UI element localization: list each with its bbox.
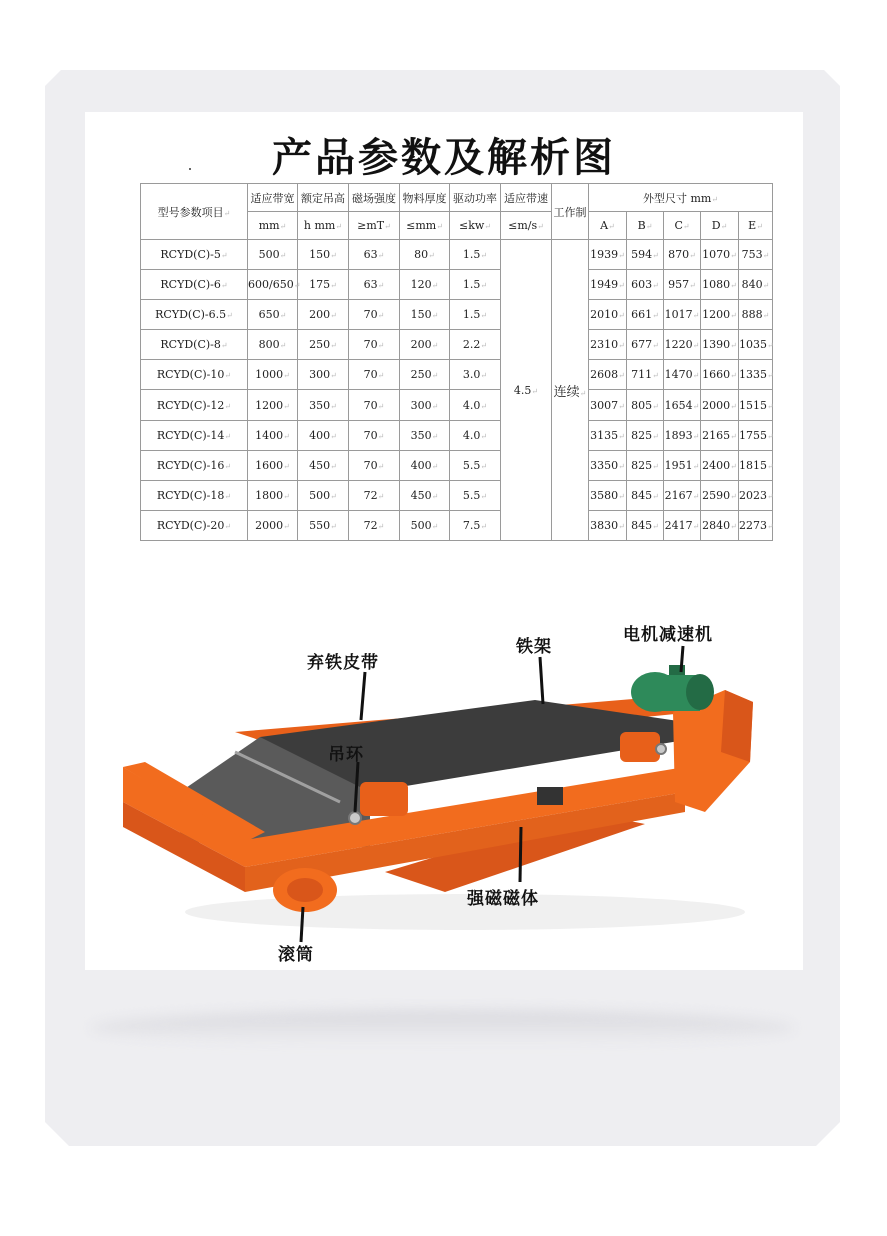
table-cell: 845↵	[627, 510, 664, 540]
callout-motor: 电机减速机	[623, 625, 713, 645]
table-cell: 957↵	[664, 270, 701, 300]
table-cell: 1815↵	[739, 450, 773, 480]
table-cell: 70↵	[349, 300, 400, 330]
table-cell: 594↵	[627, 240, 664, 270]
header-material-thickness: 物料厚度	[400, 184, 450, 212]
table-cell: 72↵	[349, 510, 400, 540]
dim-a-header: A↵	[589, 212, 627, 240]
table-cell: RCYD(C)-12↵	[141, 390, 248, 420]
table-cell: 1335↵	[739, 360, 773, 390]
table-cell: 63↵	[349, 240, 400, 270]
table-cell: 200↵	[400, 330, 450, 360]
table-cell: 5.5↵	[450, 450, 501, 480]
table-cell: 711↵	[627, 360, 664, 390]
table-cell: 70↵	[349, 360, 400, 390]
header-drive-power: 驱动功率	[450, 184, 501, 212]
table-cell: 825↵	[627, 450, 664, 480]
table-cell: 120↵	[400, 270, 450, 300]
table-cell: 1800↵	[248, 480, 298, 510]
table-cell: 150↵	[298, 240, 349, 270]
table-cell: 350↵	[298, 390, 349, 420]
unit-lift-height: h mm↵	[298, 212, 349, 240]
table-cell: 2608↵	[589, 360, 627, 390]
table-cell: RCYD(C)-20↵	[141, 510, 248, 540]
table-cell: RCYD(C)-5↵	[141, 240, 248, 270]
table-cell: 300↵	[400, 390, 450, 420]
table-cell: 3007↵	[589, 390, 627, 420]
dim-d-header: D↵	[701, 212, 739, 240]
header-field-strength: 磁场强度	[349, 184, 400, 212]
header-lift-height: 额定吊高	[298, 184, 349, 212]
callout-drum: 滚筒	[278, 945, 314, 965]
table-cell: 3830↵	[589, 510, 627, 540]
table-cell: 650↵	[248, 300, 298, 330]
table-cell: 1200↵	[248, 390, 298, 420]
table-cell: RCYD(C)-6↵	[141, 270, 248, 300]
table-cell: 1035↵	[739, 330, 773, 360]
table-cell: 4.0↵	[450, 420, 501, 450]
table-cell: 1.5↵	[450, 240, 501, 270]
table-cell: 550↵	[298, 510, 349, 540]
dim-e-header: E↵	[739, 212, 773, 240]
table-cell: 825↵	[627, 420, 664, 450]
table-cell: 661↵	[627, 300, 664, 330]
callout-belt: 弃铁皮带	[307, 653, 379, 673]
table-cell: 5.5↵	[450, 480, 501, 510]
name-plate	[537, 787, 563, 805]
table-cell: 1390↵	[701, 330, 739, 360]
table-cell: 70↵	[349, 420, 400, 450]
table-cell: 753↵	[739, 240, 773, 270]
table-cell: 500↵	[298, 480, 349, 510]
card-shadow	[90, 1010, 795, 1046]
table-cell: 72↵	[349, 480, 400, 510]
table-cell: 80↵	[400, 240, 450, 270]
table-cell: 2167↵	[664, 480, 701, 510]
unit-belt-width: mm↵	[248, 212, 298, 240]
callout-frame: 铁架	[516, 637, 552, 657]
table-cell: 500↵	[248, 240, 298, 270]
table-cell: 2417↵	[664, 510, 701, 540]
table-cell: 300↵	[298, 360, 349, 390]
table-cell: RCYD(C)-16↵	[141, 450, 248, 480]
header-belt-speed: 适应带速	[501, 184, 552, 212]
dim-c-header: C↵	[664, 212, 701, 240]
table-cell: RCYD(C)-8↵	[141, 330, 248, 360]
callout-ring: 吊环	[328, 745, 364, 765]
table-cell: 450↵	[400, 480, 450, 510]
table-cell: 500↵	[400, 510, 450, 540]
table-cell: 805↵	[627, 390, 664, 420]
table-cell: 1.5↵	[450, 270, 501, 300]
table-cell: 63↵	[349, 270, 400, 300]
unit-belt-speed: ≤m/s↵	[501, 212, 552, 240]
table-cell: RCYD(C)-10↵	[141, 360, 248, 390]
table-cell: 1470↵	[664, 360, 701, 390]
table-cell: 1080↵	[701, 270, 739, 300]
table-cell: 1893↵	[664, 420, 701, 450]
page-title: 产品参数及解析图	[272, 135, 616, 181]
header-model: 型号参数项目↵	[141, 184, 248, 240]
unit-field-strength: ≥mT↵	[349, 212, 400, 240]
header-belt-width: 适应带宽	[248, 184, 298, 212]
table-cell: 175↵	[298, 270, 349, 300]
shared-mode-cell: 连续↵	[552, 240, 589, 541]
table-cell: 2400↵	[701, 450, 739, 480]
table-cell: 70↵	[349, 450, 400, 480]
table-cell: 1755↵	[739, 420, 773, 450]
table-cell: 7.5↵	[450, 510, 501, 540]
callout-magnet: 强磁磁体	[467, 889, 539, 909]
table-cell: 70↵	[349, 390, 400, 420]
table-cell: 3580↵	[589, 480, 627, 510]
table-cell: RCYD(C)-14↵	[141, 420, 248, 450]
table-cell: 603↵	[627, 270, 664, 300]
table-cell: 845↵	[627, 480, 664, 510]
shared-speed-cell: 4.5↵	[501, 240, 552, 541]
table-cell: 400↵	[298, 420, 349, 450]
table-cell: 1600↵	[248, 450, 298, 480]
table-cell: 677↵	[627, 330, 664, 360]
table-cell: 2000↵	[248, 510, 298, 540]
table-cell: 2310↵	[589, 330, 627, 360]
table-cell: 350↵	[400, 420, 450, 450]
table-cell: 1515↵	[739, 390, 773, 420]
table-cell: 600/650↵	[248, 270, 298, 300]
table-cell: 2273↵	[739, 510, 773, 540]
table-cell: 1017↵	[664, 300, 701, 330]
table-cell: 1660↵	[701, 360, 739, 390]
table-cell: 1939↵	[589, 240, 627, 270]
header-work-mode: 工作制	[552, 184, 589, 240]
table-cell: 1949↵	[589, 270, 627, 300]
table-cell: 840↵	[739, 270, 773, 300]
table-cell: 4.0↵	[450, 390, 501, 420]
table-cell: 2.2↵	[450, 330, 501, 360]
table-cell: 200↵	[298, 300, 349, 330]
unit-drive-power: ≤kw↵	[450, 212, 501, 240]
table-cell: 3350↵	[589, 450, 627, 480]
table-cell: 888↵	[739, 300, 773, 330]
table-cell: 250↵	[298, 330, 349, 360]
table-cell: 1951↵	[664, 450, 701, 480]
table-cell: 1.5↵	[450, 300, 501, 330]
table-cell: 70↵	[349, 330, 400, 360]
table-cell: 800↵	[248, 330, 298, 360]
table-cell: 2590↵	[701, 480, 739, 510]
table-cell: 1400↵	[248, 420, 298, 450]
table-cell: 250↵	[400, 360, 450, 390]
unit-material-thickness: ≤mm↵	[400, 212, 450, 240]
bearing-block-front	[360, 782, 408, 816]
table-cell: 1070↵	[701, 240, 739, 270]
machine-illustration	[85, 112, 803, 970]
dim-b-header: B↵	[627, 212, 664, 240]
table-cell: 1000↵	[248, 360, 298, 390]
table-cell: 2023↵	[739, 480, 773, 510]
table-cell: 1654↵	[664, 390, 701, 420]
content-panel	[85, 112, 803, 970]
table-cell: RCYD(C)-18↵	[141, 480, 248, 510]
table-cell: 2000↵	[701, 390, 739, 420]
bearing-block-back	[620, 732, 660, 762]
table-cell: 150↵	[400, 300, 450, 330]
table-cell: 1200↵	[701, 300, 739, 330]
table-cell: 2010↵	[589, 300, 627, 330]
table-cell: 2165↵	[701, 420, 739, 450]
table-cell: 3.0↵	[450, 360, 501, 390]
table-cell: 870↵	[664, 240, 701, 270]
table-cell: RCYD(C)-6.5↵	[141, 300, 248, 330]
header-dimensions: 外型尺寸 mm↵	[589, 184, 773, 212]
table-cell: 450↵	[298, 450, 349, 480]
table-cell: 2840↵	[701, 510, 739, 540]
table-cell: 400↵	[400, 450, 450, 480]
table-cell: 1220↵	[664, 330, 701, 360]
table-cell: 3135↵	[589, 420, 627, 450]
